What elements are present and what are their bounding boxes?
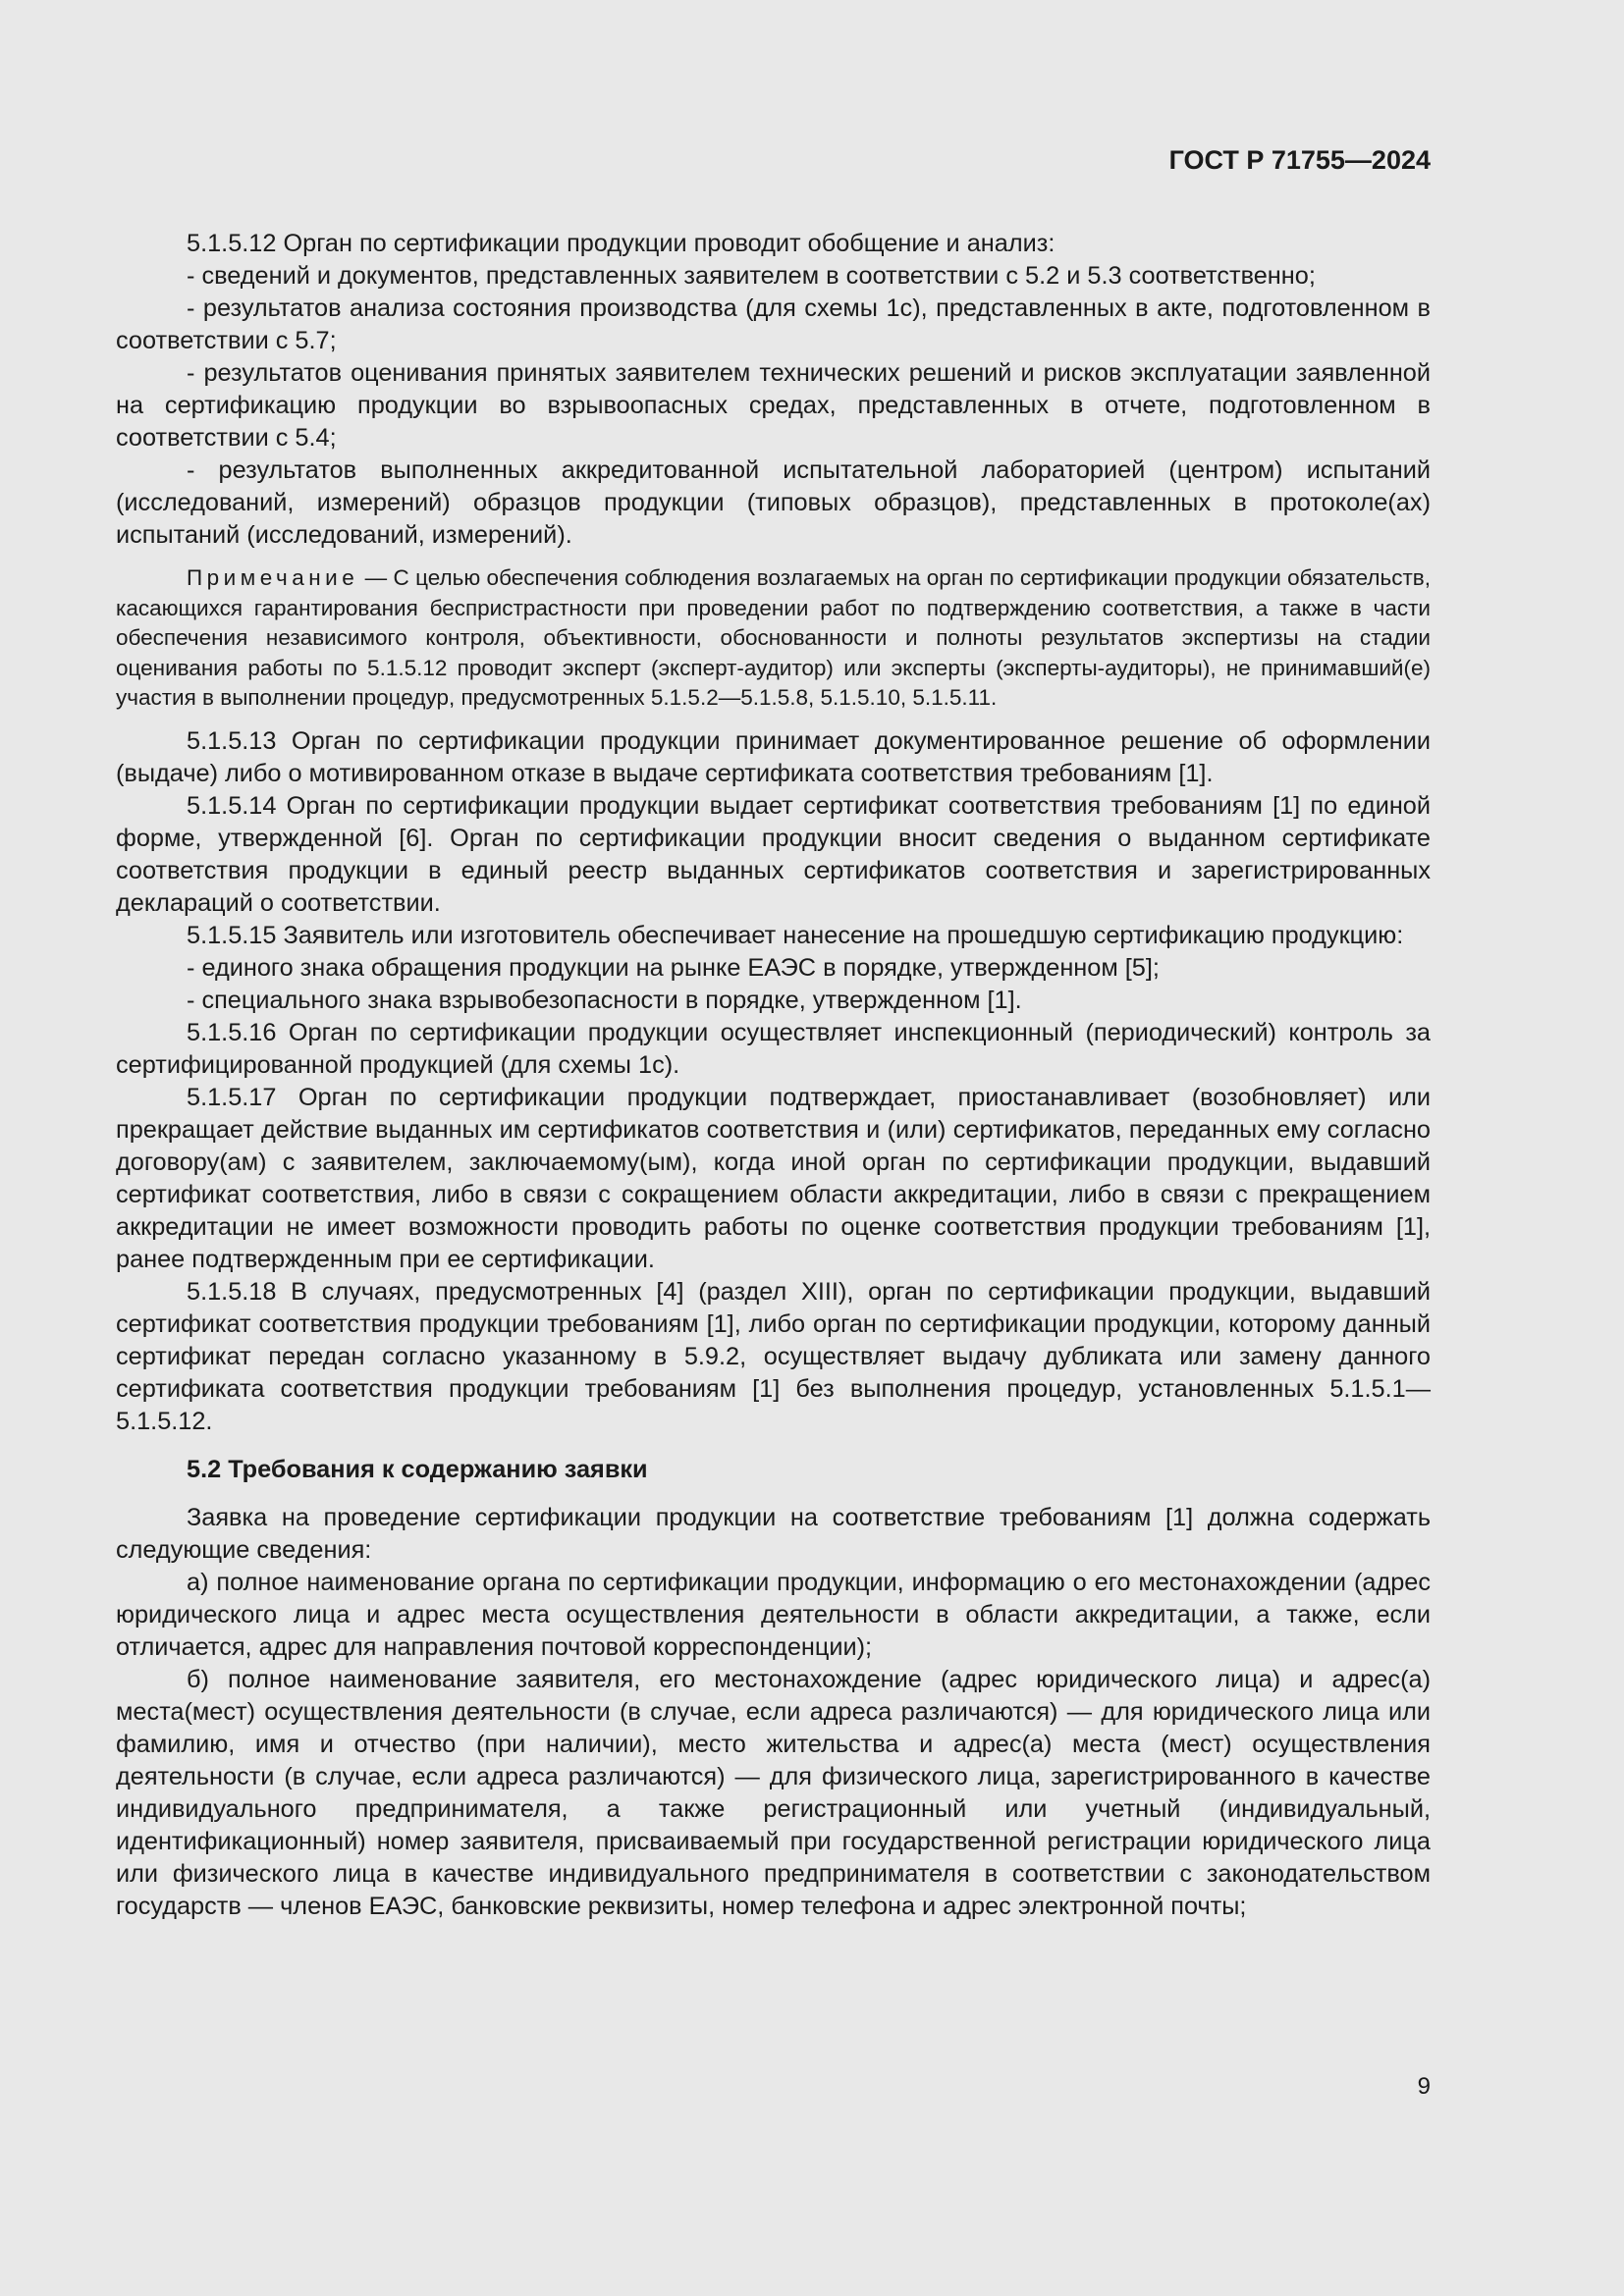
paragraph: 5.1.5.16 Орган по сертификации продукции осуществляет инспекционный (периодический) контроль за сертифицированной продукцией (для схемы 1с).	[116, 1018, 1431, 1079]
note-text: — С целью обеспечения соблюдения возлагаемых на орган по сертификации продукции обязательств, касающихся гарантирования беспристрастности при проведении работ по подтверждению соответствия, а также в части обеспечения независимого контроля, объективности, обоснованности и полноты результатов экспертизы на стадии оценивания работы по 5.1.5.12 проводит эксперт (эксперт-аудитор) или эксперты (эксперты-аудиторы), не принимавший(е) участия в выполнении процедур, предусмотренных 5.1.5.2—5.1.5.8, 5.1.5.10, 5.1.5.11.	[116, 565, 1431, 710]
paragraph: 5.1.5.18 В случаях, предусмотренных [4] (раздел XIII), орган по сертификации продукции, выдавший сертификат соответствия продукции требованиям [1], либо орган по сертификации продукции, которому данный сертификат передан согласно указанному в 5.9.2, осуществляет выдачу дубликата или замену данного сертификата соответствия продукции требованиям [1] без выполнения процедур, установленных 5.1.5.1—5.1.5.12.	[116, 1277, 1431, 1435]
list-item: - результатов оценивания принятых заявителем технических решений и рисков эксплуатации заявленной на сертификацию продукции во взрывоопасных средах, представленных в отчете, подготовленном в соответствии с 5.4;	[116, 359, 1431, 452]
list-item: - специального знака взрывобезопасности в порядке, утвержденном [1].	[187, 986, 1022, 1014]
note-label: Примечание	[187, 565, 359, 590]
list-item: а) полное наименование органа по сертификации продукции, информацию о его местонахождении (адрес юридического лица и адрес места осуществления деятельности в области аккредитации, а также, если отличается, адрес для направления почтовой корреспонденции);	[116, 1568, 1431, 1661]
paragraph: 5.1.5.17 Орган по сертификации продукции подтверждает, приостанавливает (возобновляет) или прекращает действие выданных им сертификатов соответствия и (или) сертификатов, переданных ему согласно договору(ам) с заявителем, заключаемому(ым), когда иной орган по сертификации продукции, выдавший сертификат соответствия, либо в связи с сокращением области аккредитации, либо в связи с прекращением аккредитации не имеет возможности проводить работы по оценке соответствия продукции требованиям [1], ранее подтвержденным при ее сертификации.	[116, 1083, 1431, 1273]
paragraph: 5.1.5.12 Орган по сертификации продукции проводит обобщение и анализ:	[187, 230, 1056, 257]
list-item: - результатов анализа состояния производства (для схемы 1с), представленных в акте, подготовленном в соответствии с 5.7;	[116, 294, 1431, 354]
page-number: 9	[1417, 2073, 1431, 2100]
list-item: - результатов выполненных аккредитованной испытательной лабораторией (центром) испытаний (исследований, измерений) образцов продукции (типовых образцов), представленных в протоколе(ах) испытаний (исследований, измерений).	[116, 456, 1431, 549]
paragraph: 5.1.5.15 Заявитель или изготовитель обеспечивает нанесение на прошедшую сертификацию продукцию:	[187, 921, 1404, 949]
page-body	[116, 147, 1431, 1923]
note	[116, 563, 1431, 714]
list-item: - единого знака обращения продукции на рынке ЕАЭС в порядке, утвержденном [5];	[187, 953, 1160, 982]
paragraph: 5.1.5.14 Орган по сертификации продукции выдает сертификат соответствия требованиям [1] по единой форме, утвержденной [6]. Орган по сертификации продукции вносит сведения о выданном сертификате соответствия продукции в единый реестр выданных сертификатов соответствия и зарегистрированных деклараций о соответствии.	[116, 791, 1431, 917]
paragraph: 5.1.5.13 Орган по сертификации продукции принимает документированное решение об оформлении (выдаче) либо о мотивированном отказе в выдаче сертификата соответствия требованиям [1].	[116, 726, 1431, 787]
section-heading: 5.2 Требования к содержанию заявки	[187, 1455, 648, 1483]
list-item: - сведений и документов, представленных заявителем в соответствии с 5.2 и 5.3 соответственно;	[187, 262, 1316, 290]
list-item: б) полное наименование заявителя, его местонахождение (адрес юридического лица) и адрес(а) места(мест) осуществления деятельности (в случае, если адреса различаются) — для юридического лица или фамилию, имя и отчество (при наличии), место жительства и адрес(а) места (мест) осуществления деятельности (в случае, если адреса различаются) — для физического лица, зарегистрированного в качестве индивидуального предпринимателя, а также регистрационный или учетный (индивидуальный, идентификационный) номер заявителя, присваиваемый при государственной регистрации юридического лица или физического лица в качестве индивидуального предпринимателя в соответствии с законодательством государств — членов ЕАЭС, банковские реквизиты, номер телефона и адрес электронной почты;	[116, 1665, 1431, 1920]
paragraph: Заявка на проведение сертификации продукции на соответствие требованиям [1] должна содержать следующие сведения:	[116, 1503, 1431, 1564]
document-header: ГОСТ Р 71755—2024	[1168, 145, 1431, 175]
